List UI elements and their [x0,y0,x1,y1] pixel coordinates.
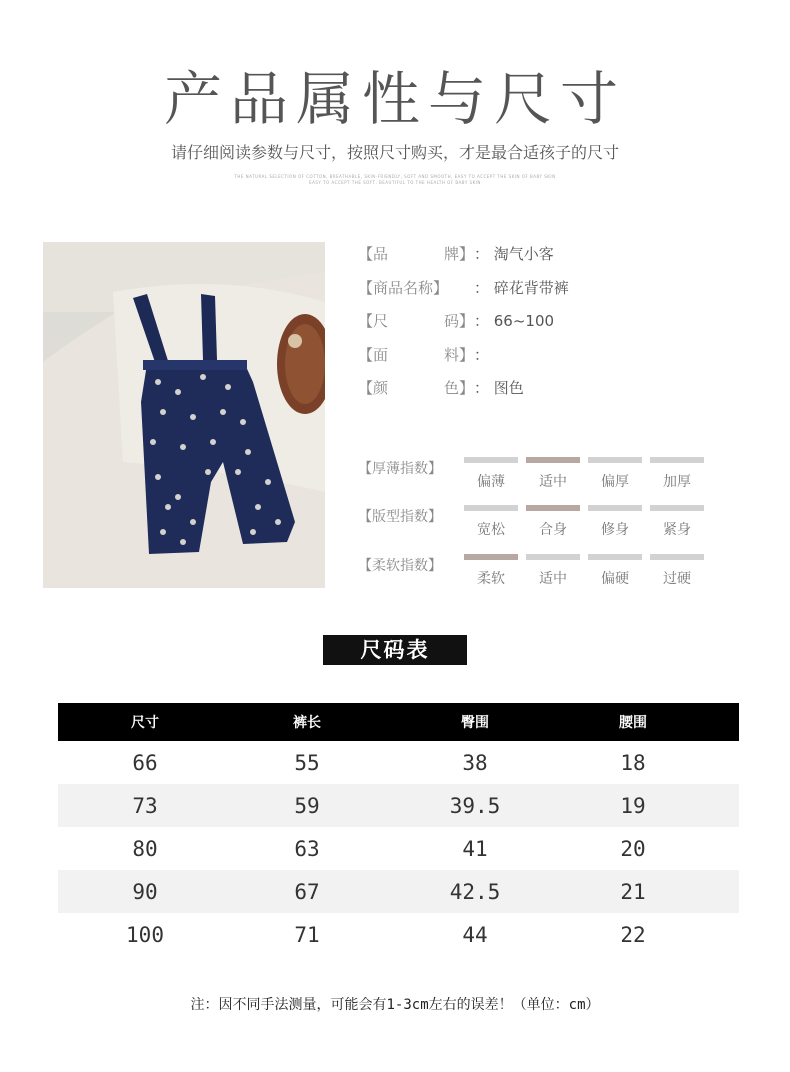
index-bar [650,457,704,463]
attribute-row-name [358,277,569,311]
table-cell: 39.5 [449,793,501,818]
index-bar [464,457,518,463]
table-cell: 55 [294,750,320,775]
table-cell: 42.5 [449,879,501,904]
page-title: 产品属性与尺寸 [163,65,626,133]
index-option [650,554,704,588]
attribute-key-part: 【品 [358,245,389,263]
table-cell: 21 [620,879,646,904]
index-option [526,457,580,491]
index-option-label: 紧身 [663,522,691,538]
attribute-row-size [358,310,569,344]
index-option [588,505,642,539]
index-option-label: 偏薄 [477,474,505,490]
index-bar [650,554,704,560]
index-option-label: 偏厚 [601,474,629,490]
attribute-list [358,243,569,411]
attribute-key [358,310,474,344]
index-option [526,505,580,539]
table-row [58,741,739,784]
size-chart-title: 尺码表 [323,635,467,665]
attribute-row-color [358,377,569,411]
attribute-key-part: 【颜 [358,379,389,397]
table-cell: 44 [462,922,488,947]
table-cell: 63 [294,836,320,861]
index-label: 【厚薄指数】 [358,461,442,477]
attribute-key-part: 码】 [443,312,474,330]
attribute-value: ： [474,345,490,364]
attribute-value: ： 图色 [474,379,524,397]
table-cell: 22 [620,922,646,947]
fine-print-line-1: THE NATURAL SELECTION OF COTTON, BREATHABLE, SKIN-FRIENDLY, SOFT AND SMOOTH, EASY TO ACCEPT THE SKIN OF BABY SKIN [234,174,556,179]
index-option-label: 过硬 [663,571,691,587]
index-option-label: 合身 [539,522,567,538]
table-row [58,784,739,827]
table-row [58,827,739,870]
table-cell: 38 [462,750,488,775]
index-option [588,457,642,491]
attribute-key [358,377,474,411]
index-option [464,554,518,588]
table-cell: 18 [620,750,646,775]
table-cell: 67 [294,879,320,904]
fine-print [0,174,790,186]
table-cell: 20 [620,836,646,861]
fine-print-line-2: EASY TO ACCEPT THE SOFT, BEAUTIFUL TO THE HEALTH OF BABY SKIN [309,180,481,185]
page-subtitle: 请仔细阅读参数与尺寸，按照尺寸购买，才是最合适孩子的尺寸 [170,143,619,162]
index-option-label: 加厚 [663,474,691,490]
measurement-note: 注：因不同手法测量，可能会有1-3cm左右的误差！（单位：cm） [190,997,600,1013]
index-bar [650,505,704,511]
table-header-cell: 尺寸 [131,715,159,731]
index-bar-selected [464,554,518,560]
index-option [464,457,518,491]
index-option [464,505,518,539]
table-cell: 90 [132,879,158,904]
attribute-key [358,277,474,311]
table-cell: 19 [620,793,646,818]
attribute-key [358,243,474,277]
table-cell: 59 [294,793,320,818]
index-bar [588,457,642,463]
attribute-key-part: 牌】 [443,245,474,263]
index-option-label: 偏硬 [601,571,629,587]
table-header-cell: 腰围 [619,715,647,731]
index-option-label: 柔软 [477,571,505,587]
index-option [588,554,642,588]
attribute-key-part: 【面 [358,345,389,364]
index-option [526,554,580,588]
size-table [58,703,739,956]
table-cell: 73 [132,793,158,818]
index-bar [588,554,642,560]
index-option-label: 适中 [539,474,567,490]
index-bar [588,505,642,511]
table-row [58,870,739,913]
index-label: 【版型指数】 [358,509,442,525]
table-cell: 41 [462,836,488,861]
table-row [58,913,739,956]
attribute-row-fabric [358,344,569,378]
table-header-cell: 臀围 [461,715,489,731]
index-bar [526,554,580,560]
product-photo [43,242,325,588]
attribute-key-part: 【尺 [358,312,389,330]
attribute-key-part: 【商品名称】 [358,278,449,297]
index-option-label: 宽松 [477,522,505,538]
index-option [650,505,704,539]
index-option-label: 修身 [601,522,629,538]
index-bar [464,505,518,511]
attribute-key-part: 色】 [443,379,474,397]
table-cell: 71 [294,922,320,947]
attribute-row-brand [358,243,569,277]
table-cell: 80 [132,836,158,861]
attribute-value: ： 66~100 [474,312,555,330]
index-label: 【柔软指数】 [358,558,442,574]
table-cell: 66 [132,750,158,775]
index-bar-selected [526,505,580,511]
attribute-key-part: 料】 [443,345,474,364]
attribute-value: ： 淘气小客 [474,245,554,263]
index-option-label: 适中 [539,571,567,587]
index-bar-selected [526,457,580,463]
table-header-cell: 裤长 [293,715,321,731]
table-header-row [58,703,739,741]
table-cell: 100 [126,922,164,947]
attribute-key [358,344,474,378]
index-option [650,457,704,491]
attribute-value: ： 碎花背带裤 [474,278,569,297]
